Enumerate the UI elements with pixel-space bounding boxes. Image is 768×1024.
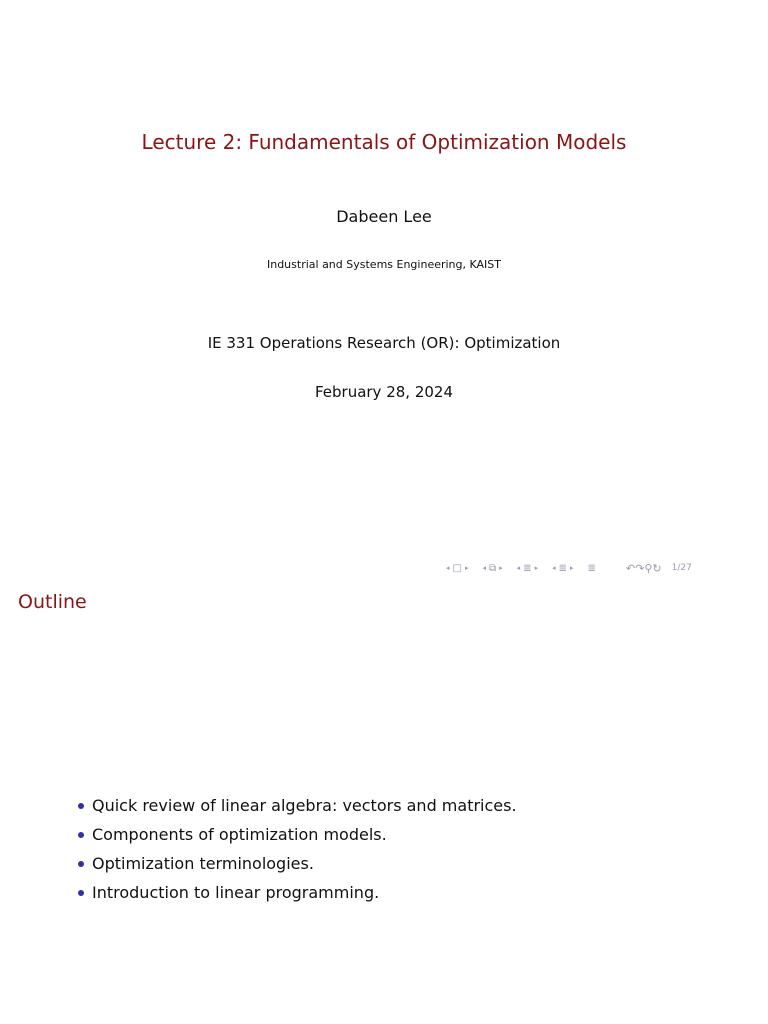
beamer-navigation-bar: [446, 561, 692, 575]
outline-slide: [0, 580, 768, 1024]
list-item-text: Optimization terminologies.: [92, 854, 314, 873]
back-forward-search-icon[interactable]: ↶↷⚲↻: [625, 561, 662, 575]
author-name: Dabeen Lee: [336, 207, 432, 226]
outline-list: [78, 791, 517, 907]
course-name: IE 331 Operations Research (OR): Optimization: [207, 334, 561, 352]
bullet-icon: [78, 861, 84, 867]
institute: Industrial and Systems Engineering, KAIST: [266, 258, 501, 271]
list-item-text: Components of optimization models.: [92, 825, 387, 844]
list-item-text: Introduction to linear programming.: [92, 883, 380, 902]
section-nav-icon[interactable]: ◂ ≣ ▸: [516, 562, 539, 574]
appendix-nav-icon[interactable]: ≣: [587, 562, 596, 574]
page-number: 1/27: [671, 563, 692, 573]
subsection-nav-icon[interactable]: ◂ ⧉ ▸: [482, 562, 503, 574]
list-item: [78, 791, 517, 820]
document-nav-icon[interactable]: ◂ ≣ ▸: [552, 562, 574, 574]
list-item-text: Quick review of linear algebra: vectors and matrices.: [92, 796, 517, 815]
bullet-icon: [78, 890, 84, 896]
bullet-icon: [78, 832, 84, 838]
lecture-date: February 28, 2024: [314, 383, 454, 401]
list-item: [78, 878, 517, 907]
list-item: [78, 849, 517, 878]
lecture-title: Lecture 2: Fundamentals of Optimization Models: [141, 130, 627, 154]
outline-title: Outline: [18, 591, 87, 613]
bullet-icon: [78, 803, 84, 809]
frame-nav-icon[interactable]: ◂ □ ▸: [446, 562, 469, 574]
list-item: [78, 820, 517, 849]
